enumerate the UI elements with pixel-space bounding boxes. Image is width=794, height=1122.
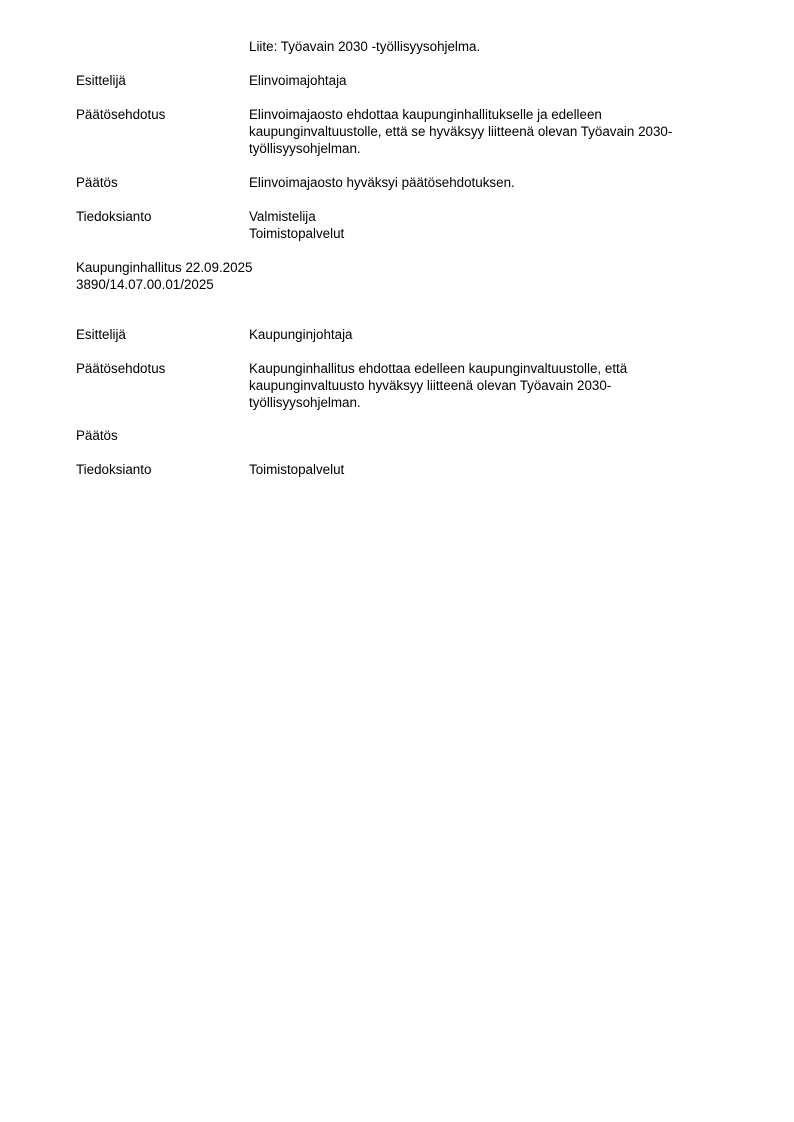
proposal-line: Kaupunginhallitus ehdottaa edelleen kaupunginvaltuustolle, että xyxy=(249,361,628,376)
record-number: 3890/14.07.00.01/2025 xyxy=(76,277,214,292)
proposal-text xyxy=(249,360,729,411)
proposal-line: työllisyysohjelman. xyxy=(249,395,361,410)
decision-value: Elinvoimajaosto hyväksyi päätösehdotuksen. xyxy=(249,175,515,190)
notice-label: Tiedoksianto xyxy=(76,209,152,224)
notice-recipient: Toimistopalvelut xyxy=(249,226,345,241)
proposal-line: Elinvoimajaosto ehdottaa kaupunginhallitukselle ja edelleen xyxy=(249,107,602,122)
notice-recipient: Valmistelija xyxy=(249,209,316,224)
notice-recipients xyxy=(249,208,729,242)
proposal-line: kaupunginvaltuustolle, että se hyväksyy liitteenä olevan Työavain 2030- xyxy=(249,124,673,139)
notice-label: Tiedoksianto xyxy=(76,462,152,477)
proposal-label: Päätösehdotus xyxy=(76,361,166,376)
presenter-label: Esittelijä xyxy=(76,327,126,342)
notice-value: Toimistopalvelut xyxy=(249,462,345,477)
attachment-line: Liite: Työavain 2030 -työllisyysohjelma. xyxy=(249,39,481,54)
decision-label: Päätös xyxy=(76,175,118,190)
decision-label: Päätös xyxy=(76,428,118,443)
proposal-line: kaupunginvaltuusto hyväksyy liitteenä olevan Työavain 2030- xyxy=(249,378,612,393)
proposal-text xyxy=(249,106,729,157)
presenter-label: Esittelijä xyxy=(76,73,126,88)
proposal-line: työllisyysohjelman. xyxy=(249,141,361,156)
meeting-title: Kaupunginhallitus 22.09.2025 xyxy=(76,260,253,275)
proposal-label: Päätösehdotus xyxy=(76,107,166,122)
presenter-value: Elinvoimajohtaja xyxy=(249,73,347,88)
presenter-value: Kaupunginjohtaja xyxy=(249,327,353,342)
